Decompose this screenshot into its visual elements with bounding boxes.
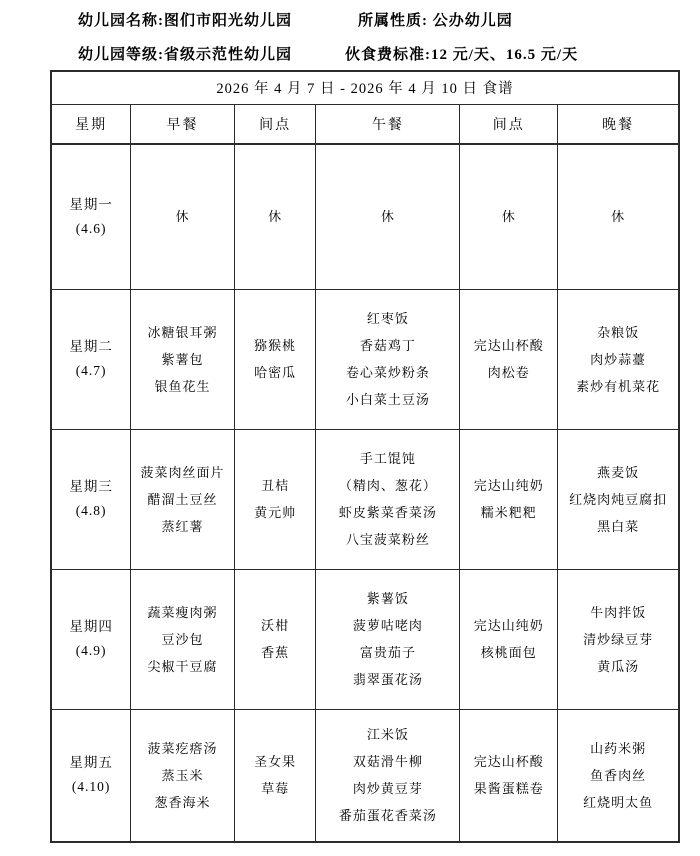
date-label: (4.9) [75,643,107,658]
dish-line: 菠菜肉丝面片 [140,464,225,480]
col-header-dinner: 晚餐 [558,104,679,144]
dish-line: 八宝菠菜粉丝 [345,532,430,547]
dish-line: 冰糖银耳粥 [147,324,218,340]
menu-cell [234,429,316,569]
dish-line: 江米饭 [366,727,409,743]
col-header-snack-am: 间点 [234,104,316,144]
dish-line: 香蕉 [261,645,290,660]
column-header-row [51,104,679,144]
dish-line: 燕麦饭 [597,464,640,480]
menu-cell [316,709,460,842]
dish-line: 山药米粥 [590,740,647,756]
menu-table [50,70,680,843]
day-cell [51,709,131,842]
dish-line: 核桃面包 [480,645,537,660]
dish-line: 休 [380,209,395,225]
dish-line: 蔬菜瘦肉粥 [147,604,218,620]
table-row [51,709,679,842]
menu-cell [131,144,235,289]
dish-line: 菠菜疙瘩汤 [147,740,218,756]
dish-line: 富贵茄子 [359,645,416,660]
dish-line: 蒸红薯 [161,518,204,534]
col-header-snack-pm: 间点 [460,104,558,144]
menu-cell [558,144,679,289]
kindergarten-name: 幼儿园名称:图们市阳光幼儿园 [78,13,292,29]
menu-cell [234,709,316,842]
dish-line: 卷心菜炒粉条 [345,365,430,380]
dish-line: 紫薯饭 [366,591,409,606]
dish-line: 休 [268,209,283,225]
meal-fee-standard: 伙食费标准:12 元/天、16.5 元/天 [345,47,579,63]
menu-body [51,144,679,842]
dish-line: 虾皮紫菜香菜汤 [338,505,437,520]
menu-cell [234,144,316,289]
date-label: (4.6) [75,220,107,236]
dish-line: 草莓 [261,781,290,797]
menu-cell [460,709,558,842]
dish-line: 蒸玉米 [161,767,204,783]
menu-title: 2026 年 4 月 7 日 - 2026 年 4 月 10 日 食谱 [51,71,679,104]
table-row [51,144,679,289]
dish-line: 黑白菜 [597,518,640,534]
dish-line: 完达山杯酸 [473,338,544,353]
day-label: 星期三 [69,479,113,494]
dish-line: 素炒有机菜花 [576,378,661,394]
dish-line: 醋溜土豆丝 [147,491,218,507]
dish-line: 紫薯包 [161,351,204,367]
dish-line: 双菇滑牛柳 [352,754,423,770]
dish-line: 翡翠蛋花汤 [352,672,423,687]
menu-cell [558,289,679,429]
dish-line: 葱香海米 [154,794,211,810]
dish-line: 手工馄饨 [359,451,416,466]
col-header-day: 星期 [51,104,131,144]
dish-line: 红枣饭 [366,311,409,326]
dish-line: 丑桔 [261,478,290,493]
dish-line: 沃柑 [261,618,290,633]
kindergarten-info-header [0,8,700,76]
day-label: 星期四 [69,619,113,634]
dish-line: 红烧肉炖豆腐扣 [569,491,668,507]
menu-cell [234,289,316,429]
menu-cell [131,709,235,842]
day-label: 星期五 [69,755,113,771]
dish-line: 完达山纯奶 [473,478,544,493]
dish-line: 尖椒干豆腐 [147,658,218,674]
table-row [51,429,679,569]
menu-cell [316,144,460,289]
dish-line: 圣女果 [254,754,297,770]
dish-line: 果酱蛋糕卷 [473,781,544,797]
dish-line: 香菇鸡丁 [359,338,416,353]
title-row [51,71,679,104]
menu-cell [460,144,558,289]
dish-line: 鱼香肉丝 [590,767,647,783]
dish-line: 糯米粑粑 [480,505,537,520]
col-header-lunch: 午餐 [316,104,460,144]
menu-cell [316,569,460,709]
dish-line: 杂粮饭 [597,324,640,340]
dish-line: 红烧明太鱼 [583,794,654,810]
date-label: (4.8) [75,503,107,518]
menu-cell [131,289,235,429]
dish-line: 清炒绿豆芽 [583,631,654,647]
date-label: (4.10) [71,779,111,795]
col-header-breakfast: 早餐 [131,104,235,144]
dish-line: 肉松卷 [487,365,530,380]
menu-cell [316,429,460,569]
dish-line: 猕猴桃 [254,338,297,353]
day-cell [51,429,131,569]
dish-line: 豆沙包 [161,631,204,647]
menu-cell [460,429,558,569]
dish-line: 牛肉拌饭 [590,604,647,620]
dish-line: 哈密瓜 [254,365,297,380]
menu-cell [131,429,235,569]
menu-cell [558,429,679,569]
day-label: 星期一 [69,196,113,212]
menu-cell [460,569,558,709]
dish-line: 番茄蛋花香菜汤 [338,808,437,824]
dish-line: 黄元帅 [254,505,297,520]
dish-line: 肉炒黄豆芽 [352,781,423,797]
dish-line: 休 [175,209,190,225]
dish-line: 黄瓜汤 [597,658,640,674]
dish-line: （精肉、葱花） [338,478,437,493]
dish-line: 完达山杯酸 [473,754,544,770]
menu-cell [234,569,316,709]
day-cell [51,144,131,289]
ownership-type: 所属性质: 公办幼儿园 [358,13,513,29]
menu-cell [131,569,235,709]
day-cell [51,289,131,429]
dish-line: 完达山纯奶 [473,618,544,633]
dish-line: 银鱼花生 [154,378,211,394]
dish-line: 小白菜土豆汤 [345,392,430,407]
menu-cell [316,289,460,429]
table-row [51,289,679,429]
menu-cell [460,289,558,429]
info-row-1 [0,8,700,42]
date-label: (4.7) [75,363,107,378]
dish-line: 菠萝咕咾肉 [352,618,423,633]
dish-line: 肉炒蒜薹 [590,351,647,367]
table-row [51,569,679,709]
menu-cell [558,569,679,709]
menu-cell [558,709,679,842]
dish-line: 休 [501,209,516,225]
dish-line: 休 [611,209,626,225]
day-cell [51,569,131,709]
kindergarten-grade: 幼儿园等级:省级示范性幼儿园 [78,47,292,63]
day-label: 星期二 [69,339,113,354]
